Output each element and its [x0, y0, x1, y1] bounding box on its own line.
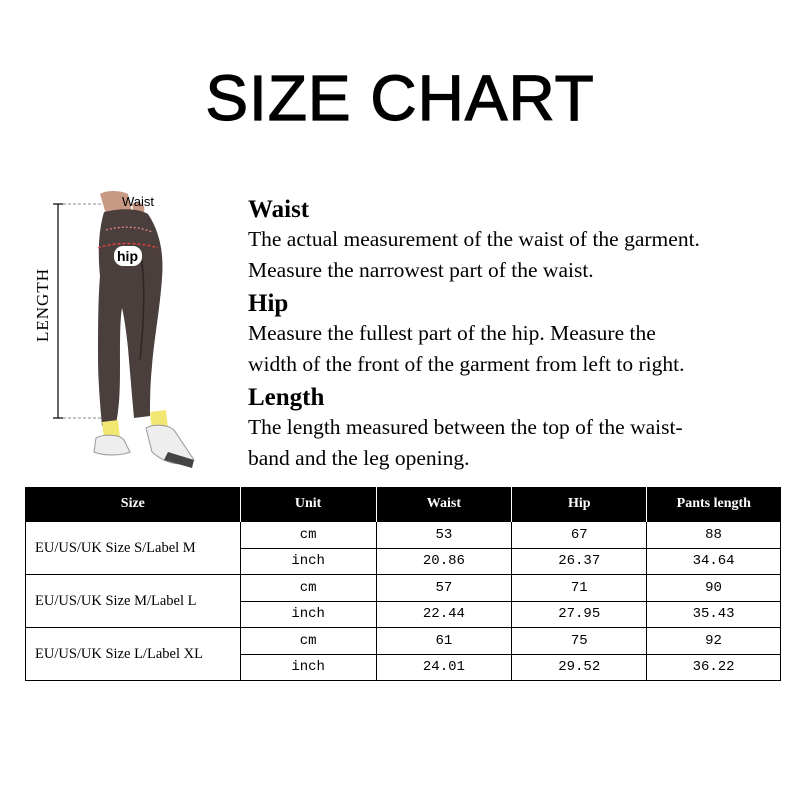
length-cell: 36.22 — [647, 654, 781, 681]
waist-cell: 24.01 — [376, 654, 512, 681]
left-sneaker — [94, 435, 130, 455]
size-label: EU/US/UK Size S/Label M — [26, 522, 241, 575]
hip-cell: 67 — [512, 522, 647, 549]
waist-desc-line-1: The actual measurement of the waist of the garment. — [248, 227, 700, 251]
leggings-figure — [28, 190, 208, 480]
header-pants-length: Pants length — [647, 487, 781, 522]
table-row — [26, 628, 781, 655]
table-row — [26, 575, 781, 602]
waist-label: Waist — [122, 194, 155, 209]
size-label: EU/US/UK Size M/Label L — [26, 575, 241, 628]
header-unit: Unit — [240, 487, 376, 522]
waist-desc-line-2: Measure the narrowest part of the waist. — [248, 258, 594, 282]
hip-description — [248, 318, 788, 380]
length-label: LENGTH — [33, 268, 52, 342]
size-label: EU/US/UK Size L/Label XL — [26, 628, 241, 681]
length-desc-line-2: band and the leg opening. — [248, 446, 470, 470]
length-desc-line-1: The length measured between the top of the waist- — [248, 415, 683, 439]
hip-desc-line-1: Measure the fullest part of the hip. Measure the — [248, 321, 656, 345]
hip-cell: 29.52 — [512, 654, 647, 681]
unit-cell: cm — [240, 628, 376, 655]
waist-cell: 20.86 — [376, 548, 512, 575]
waist-cell: 22.44 — [376, 601, 512, 628]
unit-cell: cm — [240, 575, 376, 602]
unit-cell: inch — [240, 548, 376, 575]
leggings-illustration — [28, 190, 208, 480]
length-cell: 34.64 — [647, 548, 781, 575]
header-waist: Waist — [376, 487, 512, 522]
waist-description — [248, 224, 788, 286]
waist-heading: Waist — [248, 196, 310, 223]
length-cell: 92 — [647, 628, 781, 655]
length-heading: Length — [248, 384, 325, 411]
measurement-descriptions — [248, 196, 788, 478]
length-cell: 35.43 — [647, 601, 781, 628]
waist-cell: 57 — [376, 575, 512, 602]
table-header-row — [26, 487, 781, 522]
unit-cell: cm — [240, 522, 376, 549]
table-row — [26, 522, 781, 549]
hip-cell: 71 — [512, 575, 647, 602]
unit-cell: inch — [240, 601, 376, 628]
header-size: Size — [26, 487, 241, 522]
size-table — [25, 487, 781, 681]
waist-cell: 61 — [376, 628, 512, 655]
hip-label: hip — [117, 248, 138, 264]
length-description — [248, 412, 788, 474]
waist-cell: 53 — [376, 522, 512, 549]
length-cell: 90 — [647, 575, 781, 602]
unit-cell: inch — [240, 654, 376, 681]
hip-desc-line-2: width of the front of the garment from left to right. — [248, 352, 685, 376]
length-cell: 88 — [647, 522, 781, 549]
page-title: SIZE CHART — [205, 62, 595, 134]
hip-cell: 26.37 — [512, 548, 647, 575]
hip-cell: 75 — [512, 628, 647, 655]
hip-cell: 27.95 — [512, 601, 647, 628]
header-hip: Hip — [512, 487, 647, 522]
hip-heading: Hip — [248, 290, 289, 317]
leggings-shape — [98, 209, 162, 426]
